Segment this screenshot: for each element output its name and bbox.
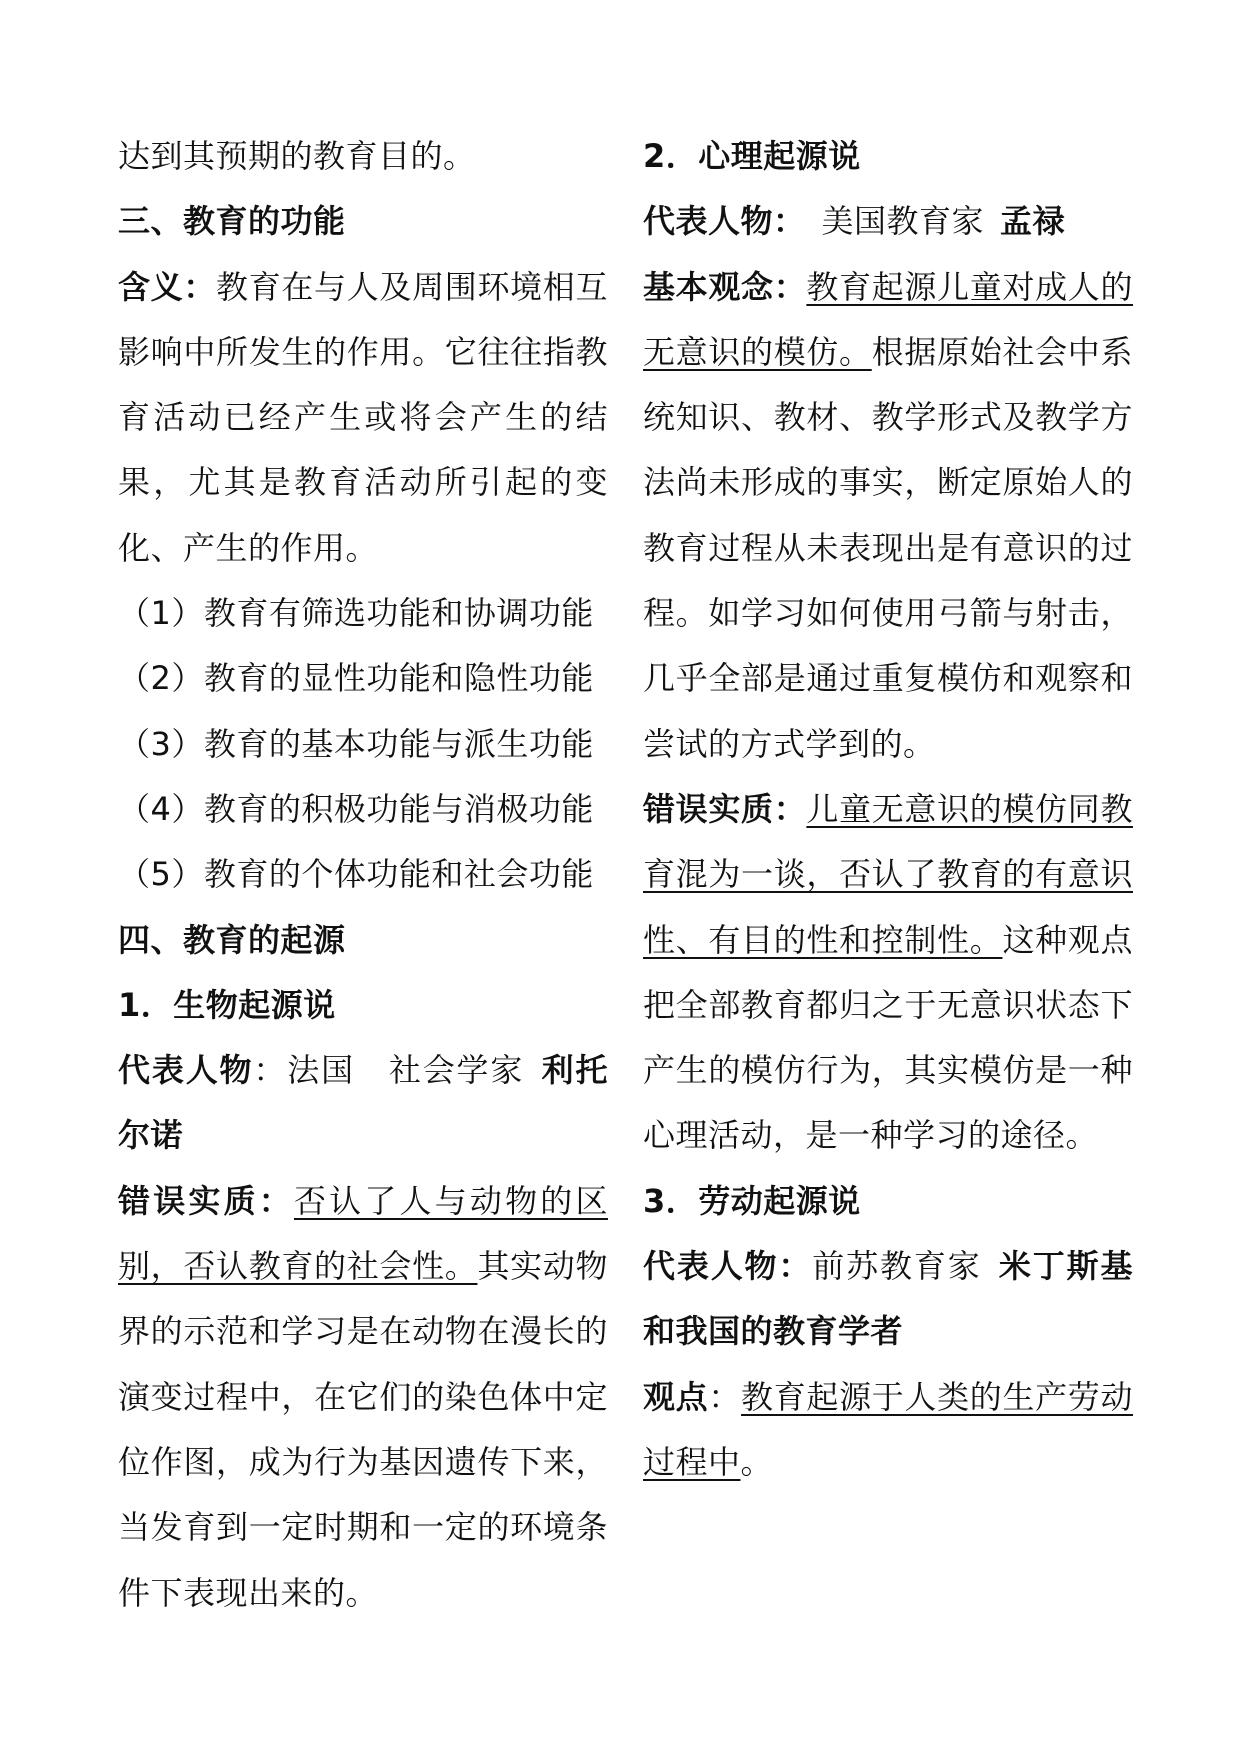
function-item-4: （4）教育的积极功能与消极功能: [118, 789, 594, 828]
error-label: 错误实质：: [643, 789, 807, 828]
section-title-functions: 三、教育的功能: [118, 202, 346, 241]
view-end: 。: [740, 1442, 774, 1481]
representative-label: 代表人物：: [643, 202, 806, 241]
representative-text: 美国教育家: [821, 202, 985, 241]
function-item-1: （1）教育有筛选功能和协调功能: [118, 594, 594, 633]
view-text: 根据原始社会中系统知识、教材、教学形式及教学方法尚未形成的事实，断定原始人的教育过程从未表现出是有意识的过程。如学习如何使用弓箭与射击，几乎全部是通过重复模仿和观察和尝试的方式学到的。: [643, 332, 1133, 763]
labor-representative: [643, 1234, 1133, 1365]
representative-text: 法国 社会学家: [287, 1051, 525, 1090]
biological-error: [118, 1169, 608, 1626]
error-label: 错误实质：: [118, 1181, 294, 1220]
representative-text: 前苏教育家: [812, 1247, 982, 1286]
subsection-title-labor: 3．劳动起源说: [643, 1181, 861, 1220]
paragraph-continuation: 达到其预期的教育目的。: [118, 137, 476, 175]
error-underlined-text: 儿童无意识的模仿同教育混为一谈，否认了教育的有意识性、有目的性和控制性。: [643, 789, 1133, 959]
representative-name: 孟禄: [1000, 202, 1066, 241]
functions-definition: [118, 255, 608, 581]
view-label: 观点: [643, 1377, 709, 1416]
representative-name: 利托尔诺: [118, 1051, 608, 1155]
error-underlined-text: 否认了人与动物的区别，否认教育的社会性。: [118, 1181, 608, 1286]
function-item-2: （2）教育的显性功能和隐性功能: [118, 659, 594, 698]
error-text: 这种观点把全部教育都归之于无意识状态下产生的模仿行为，其实模仿是一种心理活动，是一种学习的途径。: [643, 920, 1133, 1155]
view-sep: ：: [708, 1377, 742, 1416]
subsection-title-psychological: 2．心理起源说: [643, 137, 861, 175]
biological-representative: [118, 1038, 608, 1169]
representative-label: 代表人物：: [643, 1247, 813, 1286]
subsection-title-biological: 1．生物起源说: [118, 985, 336, 1024]
section-title-origin: 四、教育的起源: [118, 920, 346, 959]
view-underlined-text: 教育起源于人类的生产劳动过程中: [643, 1377, 1133, 1481]
psychological-representative: [643, 189, 1133, 254]
function-item-3: （3）教育的基本功能与派生功能: [118, 724, 594, 763]
definition-text: 教育在与人及周围环境相互影响中所发生的作用。它往往指教育活动已经产生或将会产生的结果，尤其是教育活动所引起的变化、产生的作用。: [118, 267, 608, 567]
view-underlined-text: 教育起源儿童对成人的无意识的模仿。: [643, 267, 1133, 371]
representative-label: 代表人物: [118, 1051, 254, 1090]
labor-view: [643, 1365, 1133, 1496]
right-column: [643, 124, 1133, 1495]
representative-name: 米丁斯基和我国的教育学者: [643, 1247, 1133, 1351]
psychological-view: [643, 255, 1133, 777]
representative-sep: ：: [253, 1051, 288, 1090]
error-text: 其实动物界的示范和学习是在动物在漫长的演变过程中，在它们的染色体中定位作图，成为行为基因遗传下来，当发育到一定时期和一定的环境条件下表现出来的。: [118, 1247, 608, 1612]
view-label: 基本观念：: [643, 267, 807, 306]
definition-label: 含义：: [118, 267, 217, 306]
psychological-error: [643, 777, 1133, 1169]
left-column: [118, 124, 608, 1626]
function-item-5: （5）教育的个体功能和社会功能: [118, 855, 594, 894]
